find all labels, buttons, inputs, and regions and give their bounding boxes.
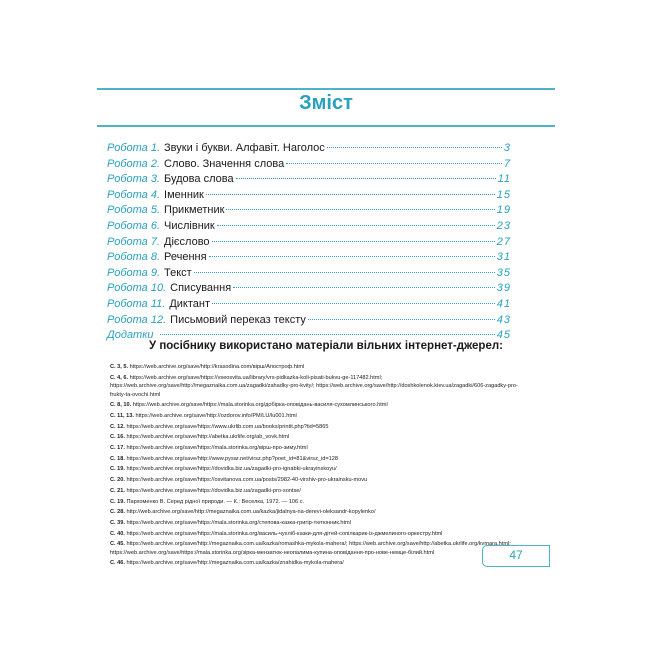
toc-page-number: 7 bbox=[503, 157, 511, 170]
toc-label: Робота 4. bbox=[107, 188, 161, 201]
toc-label: Робота 5. bbox=[107, 204, 161, 217]
toc-row[interactable] bbox=[107, 313, 511, 329]
reference-page: С. 8, 10. bbox=[110, 402, 132, 409]
toc-title: Диктант bbox=[169, 297, 211, 310]
toc-page-number: 19 bbox=[496, 204, 511, 217]
reference-item bbox=[110, 519, 520, 527]
toc-title: Речення bbox=[164, 251, 207, 264]
reference-item bbox=[110, 530, 520, 538]
toc-page-number: 31 bbox=[496, 251, 511, 264]
reference-item bbox=[110, 508, 520, 516]
toc-label: Робота 9. bbox=[107, 266, 161, 279]
toc-row[interactable] bbox=[107, 188, 511, 204]
reference-text[interactable]: https://web.archive.org/save/https://vseosvita.ua/library/vrs-pidkazka-koli-pisati-bukvu-ge-117482.html; https://web.archive.org/save/http://megaznaika.com.ua/zagadki/zahadky-pro-kvity/; https://web.archive.org/save/http://doshkolenok.kiev.ua/zagadki/606-zagadky-pro-frukty-ta-ovochi.html bbox=[110, 374, 518, 398]
reference-page: С. 12. bbox=[110, 423, 125, 430]
reference-page: С. 19. bbox=[110, 466, 125, 473]
toc-row[interactable] bbox=[107, 266, 511, 282]
reference-page: С. 28. bbox=[110, 509, 125, 516]
toc-row[interactable] bbox=[107, 250, 511, 266]
reference-item bbox=[110, 487, 520, 495]
reference-page: С. 18. bbox=[110, 455, 125, 462]
toc-row[interactable] bbox=[107, 281, 511, 297]
reference-page: С. 21. bbox=[110, 487, 125, 494]
reference-item bbox=[110, 455, 520, 463]
toc-row[interactable] bbox=[107, 297, 511, 313]
reference-item bbox=[110, 423, 520, 431]
toc-title: Іменник bbox=[164, 188, 204, 201]
toc-label: Робота 7. bbox=[107, 235, 161, 248]
toc-row[interactable] bbox=[107, 172, 511, 188]
toc-title: Текст bbox=[164, 266, 192, 279]
toc-leader-dots bbox=[212, 241, 495, 242]
sources-heading: У посібнику використано матеріали вільних інтернет-джерел: bbox=[149, 340, 503, 352]
reference-text[interactable]: https://web.archive.org/save/https://mala.storinka.org/степова-казка-григір-тютюнник.html bbox=[126, 519, 351, 526]
toc-row[interactable] bbox=[107, 203, 511, 219]
toc-leader-dots bbox=[217, 225, 495, 226]
reference-item bbox=[110, 559, 520, 567]
toc-page-number: 11 bbox=[497, 173, 511, 186]
toc-label: Робота 6. bbox=[107, 219, 161, 232]
title-rule bbox=[97, 125, 555, 127]
reference-text[interactable]: https://web.archive.org/save/http://megaznaika.com.ua/kazka/romashka-mykola-mahera/; https://web.archive.org/save/http://abetka.ukrlife.org/kvmara.html; https://web.archive.org/save/https://mala.storinka.org/зірка-мензатюк-неопалима-купина-оповідання-про-нове-немце-білий.html bbox=[110, 541, 511, 556]
reference-text[interactable]: http://web.archive.org/save/http://megaznaika.com.ua/kazka/jidalnya-na-derevi-oleksandr-kopylenko/ bbox=[126, 509, 376, 516]
toc-leader-dots bbox=[286, 163, 502, 164]
reference-text[interactable]: https://web.archive.org/save/http://ozdorov.info/PM/LU/lu001.html bbox=[135, 412, 297, 419]
top-rule bbox=[97, 88, 555, 90]
toc-leader-dots bbox=[233, 287, 495, 288]
toc-title: Звуки і букви. Алфавіт. Наголос bbox=[164, 142, 325, 154]
reference-text[interactable]: https://web.archive.org/save/https://dovidka.biz.ua/zagadki-pro-ignabki-ukrayinskoyu/ bbox=[126, 466, 337, 473]
page-number: 47 bbox=[482, 545, 550, 567]
toc-title: Письмовий переказ тексту bbox=[170, 313, 306, 326]
toc-title: Будова слова bbox=[164, 173, 234, 186]
toc-leader-dots bbox=[212, 303, 495, 304]
toc-row[interactable] bbox=[107, 141, 511, 157]
toc-leader-dots bbox=[236, 178, 496, 179]
reference-page: С. 45. bbox=[110, 541, 125, 548]
reference-page: С. 46. bbox=[110, 560, 125, 567]
toc-row[interactable] bbox=[107, 219, 511, 235]
references-list bbox=[110, 363, 520, 570]
reference-text[interactable]: https://web.archive.org/save/https://dovidka.biz.ua/zagadki-pro-sontse/ bbox=[126, 487, 301, 494]
toc-title: Списування bbox=[170, 282, 232, 295]
reference-page: С. 11, 13. bbox=[110, 412, 134, 419]
toc-title: Дієслово bbox=[164, 235, 210, 248]
reference-item bbox=[110, 498, 520, 506]
toc-leader-dots bbox=[226, 209, 494, 210]
toc-label: Робота 12. bbox=[107, 313, 167, 326]
reference-text[interactable]: https://web.archive.org/save/http://megaznaika.com.ua/kazka/znahidka-mykola-mahera/ bbox=[126, 560, 344, 567]
toc-label: Робота 3. bbox=[107, 173, 161, 186]
reference-page: С. 16. bbox=[110, 434, 125, 441]
reference-page: С. 4, 6. bbox=[110, 374, 129, 381]
reference-text[interactable]: Пархоменко В. Серед рідної природи. — К.: Веселка, 1972. — 106 с. bbox=[126, 498, 305, 505]
reference-text[interactable]: https://web.archive.org/save/https://mala.storinka.org/василь-чухліб-казки-для-дітей-сопілкарик-із-джмелиного-оркестру.html bbox=[126, 530, 443, 537]
toc-row[interactable] bbox=[107, 235, 511, 251]
reference-item bbox=[110, 540, 520, 557]
page-title: Зміст bbox=[299, 92, 353, 114]
toc-title: Слово. Значення слова bbox=[164, 157, 285, 170]
toc-row[interactable] bbox=[107, 157, 511, 173]
toc-label: Робота 11. bbox=[107, 297, 166, 310]
reference-page: С. 39. bbox=[110, 519, 125, 526]
toc-page-number: 35 bbox=[496, 266, 511, 279]
toc-leader-dots bbox=[194, 272, 495, 273]
toc-leader-dots bbox=[160, 334, 495, 335]
reference-page: С. 17. bbox=[110, 445, 125, 452]
toc-leader-dots bbox=[327, 147, 502, 148]
reference-page: С. 20. bbox=[110, 477, 125, 484]
toc-page-number: 39 bbox=[496, 282, 511, 295]
toc-leader-dots bbox=[209, 256, 495, 257]
reference-item bbox=[110, 412, 520, 420]
toc-label: Робота 2. bbox=[107, 157, 161, 170]
toc-title: Прикметник bbox=[164, 204, 225, 217]
reference-text[interactable]: https://web.archive.org/save/https://osvitanova.com.ua/posts/2982-40-virshiv-pro-ukrainsku-movu bbox=[126, 477, 368, 484]
toc-label: Робота 10. bbox=[107, 282, 167, 295]
reference-item bbox=[110, 363, 520, 371]
reference-item bbox=[110, 444, 520, 452]
reference-page: С. 40. bbox=[110, 530, 125, 537]
toc-page-number: 41 bbox=[496, 297, 511, 310]
reference-item bbox=[110, 401, 520, 409]
reference-text[interactable]: https://web.archive.org/save/http://krasodina.com/вірш/Апостроф.html bbox=[129, 364, 305, 370]
reference-text[interactable]: https://web.archive.org/save/http://www.pysar.net/virsz.php?poet_id=81&virsz_id=128 bbox=[126, 455, 338, 462]
toc-title: Числівник bbox=[164, 219, 215, 232]
toc-page-number: 45 bbox=[496, 329, 511, 342]
toc-leader-dots bbox=[308, 319, 495, 320]
toc-label: Робота 1. bbox=[107, 142, 161, 154]
reference-page: С. 3, 5. bbox=[110, 364, 129, 370]
toc-page-number: 23 bbox=[496, 219, 511, 232]
reference-text[interactable]: https://web.archive.org/save/https://mala.storinka.org/добірка-оповідань-василя-сухомлинського.html bbox=[132, 402, 388, 409]
toc-label: Додатки bbox=[107, 329, 154, 342]
toc-page-number: 15 bbox=[496, 188, 511, 201]
reference-text[interactable]: https://web.archive.org/save/http://abetka.ukrlife.org/ab_vovk.html bbox=[126, 434, 290, 441]
reference-item bbox=[110, 465, 520, 473]
toc-label: Робота 8. bbox=[107, 251, 161, 264]
table-of-contents bbox=[107, 141, 511, 344]
toc-page-number: 27 bbox=[496, 235, 511, 248]
toc-page-number: 3 bbox=[503, 142, 511, 154]
toc-page-number: 43 bbox=[496, 313, 511, 326]
reference-page: С. 19. bbox=[110, 498, 125, 505]
reference-item bbox=[110, 476, 520, 484]
reference-item bbox=[110, 374, 520, 399]
reference-item bbox=[110, 433, 520, 441]
reference-text[interactable]: https://web.archive.org/save/https://mala.storinka.org/вірш-про-зиму.html bbox=[126, 445, 308, 452]
toc-leader-dots bbox=[206, 194, 495, 195]
reference-text[interactable]: https://web.archive.org/save/https://www.ukrlib.com.ua/books/printit.php?tid=5865 bbox=[126, 423, 329, 430]
